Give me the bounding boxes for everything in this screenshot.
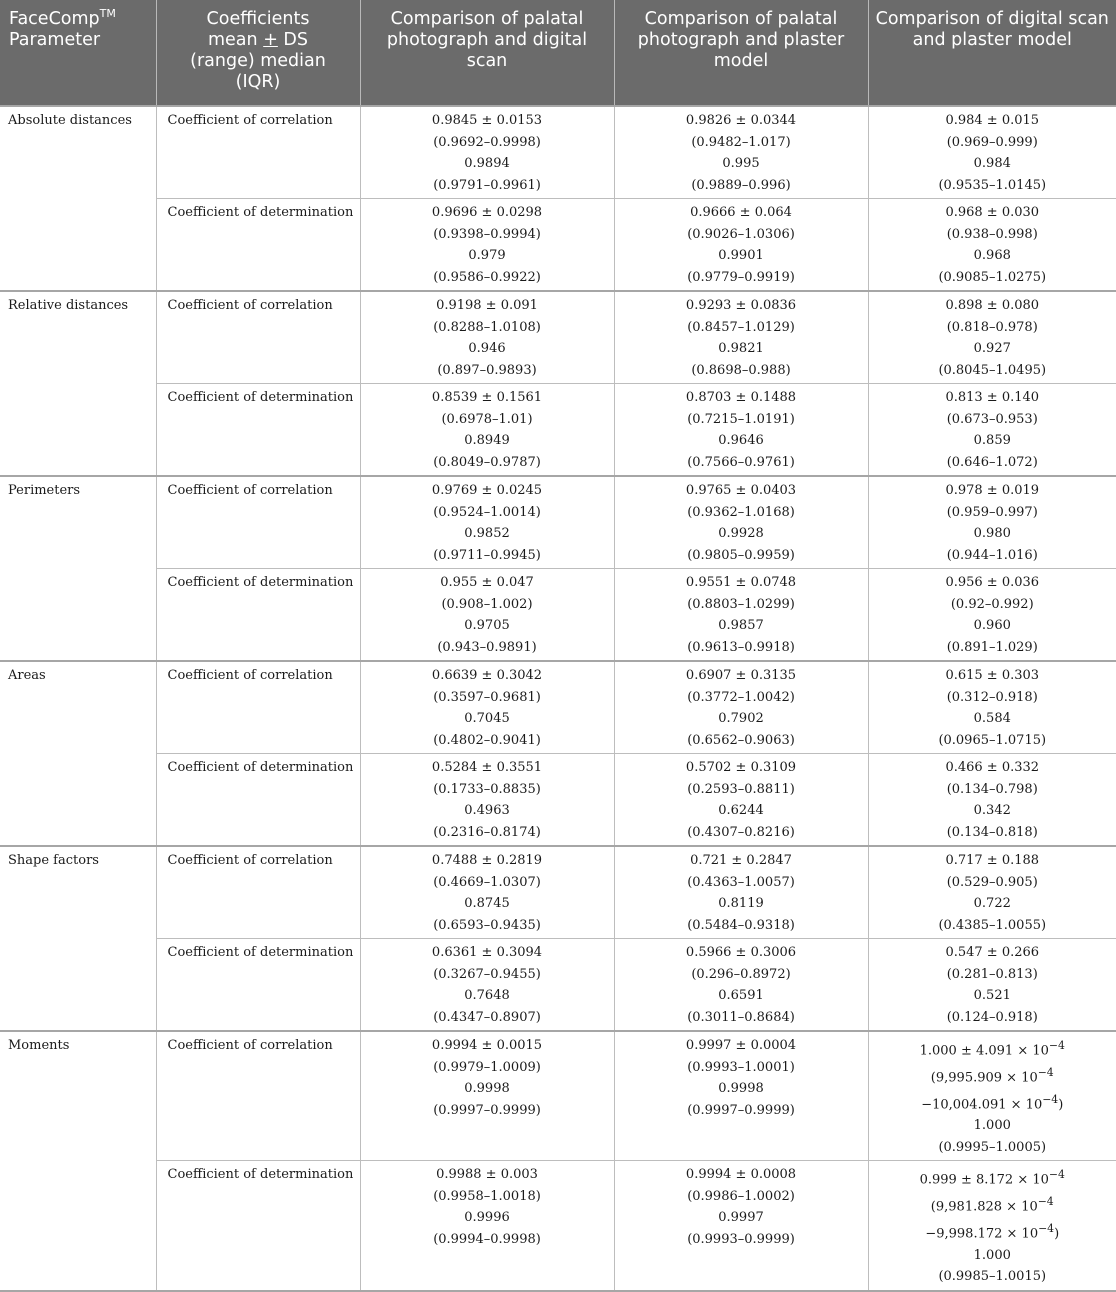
value-cell: 0.615 ± 0.303 (0.312–0.918) 0.584 (0.0965–1.0715)	[868, 661, 1116, 754]
table-row	[0, 1031, 1116, 1161]
value-cell: 0.9994 ± 0.0008 (0.9986–1.0002) 0.9997 (0.9993–0.9999)	[614, 1161, 868, 1291]
value-cell: 0.8703 ± 0.1488 (0.7215–1.0191) 0.9646 (0.7566–0.9761)	[614, 384, 868, 477]
value-cell: 0.7488 ± 0.2819 (0.4669–1.0307) 0.8745 (0.6593–0.9435)	[360, 846, 614, 939]
value-cell: 0.9769 ± 0.0245 (0.9524–1.0014) 0.9852 (0.9711–0.9945)	[360, 476, 614, 569]
value-cell: 0.9845 ± 0.0153 (0.9692–0.9998) 0.9894 (0.9791–0.9961)	[360, 106, 614, 199]
param-cell: Moments	[0, 1031, 156, 1291]
coef-label: Coefficient of correlation	[156, 476, 360, 569]
coef-label: Coefficient of correlation	[156, 106, 360, 199]
value-cell: 0.9988 ± 0.003 (0.9958–1.0018) 0.9996 (0.9994–0.9998)	[360, 1161, 614, 1291]
header-parameter-label: Parameter	[9, 30, 101, 50]
table-row	[0, 291, 1116, 384]
value-cell: 0.5966 ± 0.3006 (0.296–0.8972) 0.6591 (0.3011–0.8684)	[614, 939, 868, 1032]
value-cell: 0.898 ± 0.080 (0.818–0.978) 0.927 (0.8045–1.0495)	[868, 291, 1116, 384]
param-cell: Perimeters	[0, 476, 156, 661]
param-cell: Absolute distances	[0, 106, 156, 291]
header-coef-ds: DS	[277, 30, 309, 50]
table-row	[0, 569, 1116, 662]
value-cell: 0.9765 ± 0.0403 (0.9362–1.0168) 0.9928 (0.9805–0.9959)	[614, 476, 868, 569]
coef-label: Coefficient of determination	[156, 384, 360, 477]
value-cell: $1.000 \pm 4.091 \times 10^{-4}$ ($9,995.909 \times 10^{-4}$ $-10,004.091 \times 10^{-4}$) 1.000 (0.9995–1.0005)	[868, 1031, 1116, 1161]
table-row	[0, 106, 1116, 199]
table-row	[0, 1161, 1116, 1291]
value-cell: 0.956 ± 0.036 (0.92–0.992) 0.960 (0.891–1.029)	[868, 569, 1116, 662]
table-row	[0, 476, 1116, 569]
header-photo-vs-plaster: Comparison of palatal photograph and plaster model	[614, 0, 868, 106]
value-cell: 0.9666 ± 0.064 (0.9026–1.0306) 0.9901 (0.9779–0.9919)	[614, 199, 868, 292]
header-parameter	[0, 0, 156, 106]
value-cell: 0.5702 ± 0.3109 (0.2593–0.8811) 0.6244 (0.4307–0.8216)	[614, 754, 868, 847]
table-row	[0, 384, 1116, 477]
table-row	[0, 846, 1116, 939]
value-cell: 0.717 ± 0.188 (0.529–0.905) 0.722 (0.4385–1.0055)	[868, 846, 1116, 939]
coef-label: Coefficient of correlation	[156, 291, 360, 384]
coef-label: Coefficient of correlation	[156, 661, 360, 754]
param-cell: Shape factors	[0, 846, 156, 1031]
value-cell: 0.9826 ± 0.0344 (0.9482–1.017) 0.995 (0.9889–0.996)	[614, 106, 868, 199]
value-cell: 0.955 ± 0.047 (0.908–1.002) 0.9705 (0.943–0.9891)	[360, 569, 614, 662]
value-cell: 0.9696 ± 0.0298 (0.9398–0.9994) 0.979 (0.9586–0.9922)	[360, 199, 614, 292]
value-cell: 0.9997 ± 0.0004 (0.9993–1.0001) 0.9998 (0.9997–0.9999)	[614, 1031, 868, 1161]
value-cell: 0.547 ± 0.266 (0.281–0.813) 0.521 (0.124–0.918)	[868, 939, 1116, 1032]
coef-label: Coefficient of determination	[156, 939, 360, 1032]
value-cell: 0.9293 ± 0.0836 (0.8457–1.0129) 0.9821 (0.8698–0.988)	[614, 291, 868, 384]
coef-label: Coefficient of correlation	[156, 1031, 360, 1161]
coef-label: Coefficient of determination	[156, 199, 360, 292]
coef-label: Coefficient of correlation	[156, 846, 360, 939]
table-row	[0, 199, 1116, 292]
header-coef-l4: (IQR)	[235, 72, 281, 92]
value-cell: 0.6361 ± 0.3094 (0.3267–0.9455) 0.7648 (0.4347–0.8907)	[360, 939, 614, 1032]
header-coef-mean: mean	[207, 30, 264, 50]
header-scan-vs-plaster: Comparison of digital scan and plaster model	[868, 0, 1116, 106]
coef-label: Coefficient of determination	[156, 754, 360, 847]
header-photo-vs-scan: Comparison of palatal photograph and digital scan	[360, 0, 614, 106]
header-tm: TM	[99, 7, 116, 21]
param-cell: Areas	[0, 661, 156, 846]
table-row	[0, 661, 1116, 754]
header-facecomp: FaceComp	[9, 9, 100, 29]
value-cell: 0.9551 ± 0.0748 (0.8803–1.0299) 0.9857 (0.9613–0.9918)	[614, 569, 868, 662]
value-cell: 0.984 ± 0.015 (0.969–0.999) 0.984 (0.9535–1.0145)	[868, 106, 1116, 199]
header-row	[0, 0, 1116, 106]
header-coef-l1: Coefficients	[206, 9, 310, 29]
value-cell: 0.978 ± 0.019 (0.959–0.997) 0.980 (0.944–1.016)	[868, 476, 1116, 569]
value-cell: 0.8539 ± 0.1561 (0.6978–1.01) 0.8949 (0.8049–0.9787)	[360, 384, 614, 477]
value-cell: 0.968 ± 0.030 (0.938–0.998) 0.968 (0.9085–1.0275)	[868, 199, 1116, 292]
value-cell: 0.6907 ± 0.3135 (0.3772–1.0042) 0.7902 (0.6562–0.9063)	[614, 661, 868, 754]
value-cell: 0.9198 ± 0.091 (0.8288–1.0108) 0.946 (0.897–0.9893)	[360, 291, 614, 384]
param-cell: Relative distances	[0, 291, 156, 476]
value-cell: 0.9994 ± 0.0015 (0.9979–1.0009) 0.9998 (0.9997–0.9999)	[360, 1031, 614, 1161]
coef-label: Coefficient of determination	[156, 1161, 360, 1291]
coef-label: Coefficient of determination	[156, 569, 360, 662]
value-cell: 0.721 ± 0.2847 (0.4363–1.0057) 0.8119 (0.5484–0.9318)	[614, 846, 868, 939]
value-cell: 0.466 ± 0.332 (0.134–0.798) 0.342 (0.134–0.818)	[868, 754, 1116, 847]
header-coef-l3: (range) median	[190, 51, 326, 71]
header-coef-pm: +	[263, 30, 278, 50]
value-cell: 0.813 ± 0.140 (0.673–0.953) 0.859 (0.646–1.072)	[868, 384, 1116, 477]
table-row	[0, 754, 1116, 847]
value-cell: $0.999 \pm 8.172 \times 10^{-4}$ ($9,981.828 \times 10^{-4}$ $-9,998.172 \times 10^{-4}$) 1.000 (0.9985–1.0015)	[868, 1161, 1116, 1291]
value-cell: 0.5284 ± 0.3551 (0.1733–0.8835) 0.4963 (0.2316–0.8174)	[360, 754, 614, 847]
table-row	[0, 939, 1116, 1032]
value-cell: 0.6639 ± 0.3042 (0.3597–0.9681) 0.7045 (0.4802–0.9041)	[360, 661, 614, 754]
header-coefficients	[156, 0, 360, 106]
